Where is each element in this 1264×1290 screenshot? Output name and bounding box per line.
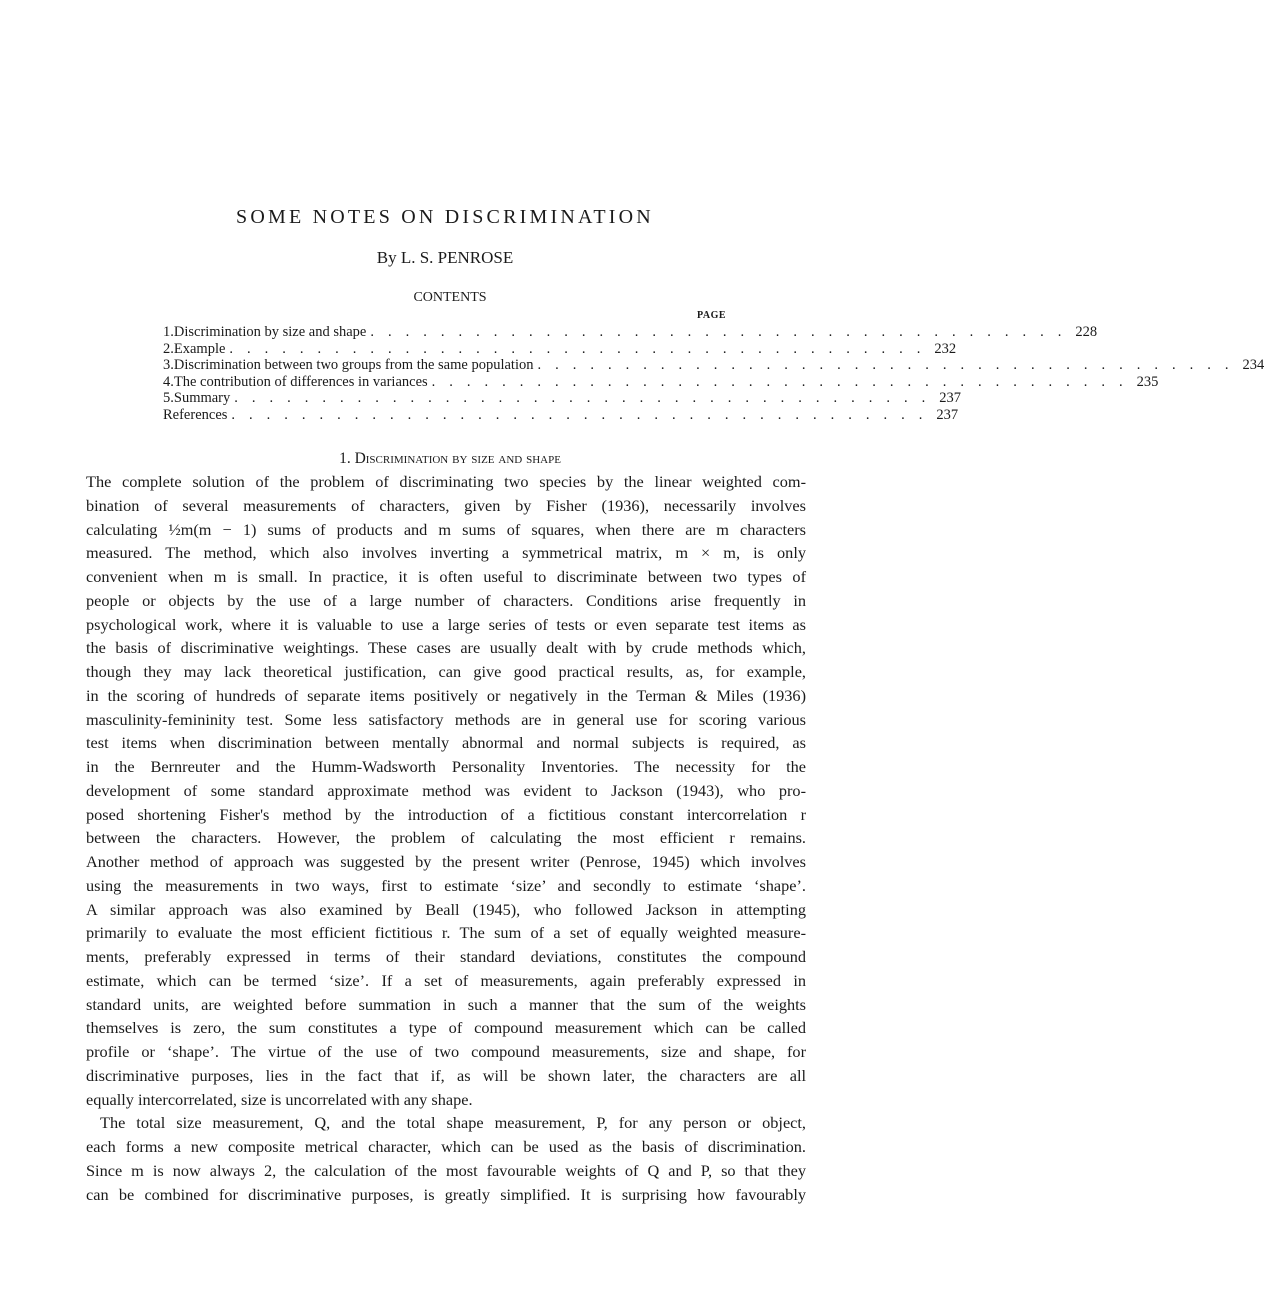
paragraph-1-line: psychological work, where it is valuable to use a large series of tests or even separate test items as	[86, 614, 806, 634]
paragraph-1-line: posed shortening Fisher's method by the introduction of a fictitious constant intercorrelation r	[86, 804, 806, 824]
paragraph-1-line: themselves is zero, the sum constitutes a type of compound measurement which can be called	[86, 1018, 806, 1038]
toc-label: The contribution of differences in variances	[173, 373, 428, 390]
paragraph-1-line: measured. The method, which also involves inverting a symmetrical matrix, m × m, is only	[86, 543, 806, 563]
toc-page-number: 232	[934, 340, 957, 357]
table-of-contents	[163, 324, 1264, 423]
toc-page-number: 228	[1075, 324, 1098, 340]
body-text	[86, 470, 806, 1206]
toc-label: Summary	[173, 390, 231, 406]
paragraph-1-line: using the measurements in two ways, first to estimate ‘size’ and secondly to estimate ‘shape’.	[86, 875, 806, 895]
paragraph-1-line: in the Bernreuter and the Humm-Wadsworth Personality Inventories. The necessity for the	[86, 757, 806, 776]
paragraph-1-line: profile or ‘shape’. The virtue of the use of two compound measurements, size and shape, for	[86, 1042, 806, 1061]
paragraph-1-line: development of some standard approximate method was evident to Jackson (1943), who pro-	[86, 780, 806, 800]
paragraph-1-line: A similar approach was also examined by Beall (1945), who followed Jackson in attempting	[86, 899, 806, 919]
paragraph-1-line: calculating ½m(m − 1) sums of products and m sums of squares, when there are m characters	[86, 519, 806, 539]
paragraph-1-line: the basis of discriminative weightings. These cases are usually dealt with by crude methods which,	[86, 638, 806, 658]
paragraph-1-line: people or objects by the use of a large number of characters. Conditions arise frequently in	[86, 590, 806, 610]
toc-entry	[163, 324, 1098, 341]
paragraph-2-line: each forms a new composite metrical character, which can be used as the basis of discrimination.	[86, 1137, 806, 1156]
paragraph-1-line: convenient when m is small. In practice, it is often useful to discriminate between two types of	[86, 567, 806, 586]
toc-entry	[163, 373, 1159, 391]
paragraph-1-line: test items when discrimination between mentally abnormal and normal subjects is required, as	[86, 733, 806, 753]
paragraph-1-line: ments, preferably expressed in terms of their standard deviations, constitutes the compound	[86, 947, 806, 966]
paragraph-2-line: The total size measurement, Q, and the total shape measurement, P, for any person or object,	[100, 1113, 806, 1133]
toc-number: 1.	[163, 324, 174, 340]
toc-entry	[163, 340, 957, 358]
toc-leader-dots: ........................................	[229, 340, 935, 357]
paragraph-2-line: can be combined for discriminative purposes, is greatly simplified. It is surprising how favourably	[86, 1184, 806, 1204]
toc-entry	[163, 357, 1264, 374]
toc-number: 2.	[163, 340, 174, 357]
toc-page-number: 237	[939, 390, 962, 406]
paper-author: By L. S. PENROSE	[376, 248, 514, 267]
paragraph-1-line: standard units, are weighted before summation in such a manner that the sum of the weights	[86, 994, 806, 1014]
contents-page-label: PAGE	[697, 310, 727, 321]
toc-number: 4.	[163, 373, 174, 390]
toc-label: Example	[173, 340, 226, 357]
contents-heading: CONTENTS	[413, 290, 487, 305]
paragraph-1-line: The complete solution of the problem of discriminating two species by the linear weighted com-	[86, 472, 806, 491]
toc-label: References	[163, 406, 228, 423]
toc-entry	[163, 406, 959, 424]
paragraph-1-line: bination of several measurements of characters, given by Fisher (1936), necessarily involves	[86, 495, 806, 515]
toc-leader-dots: ........................................	[234, 390, 940, 406]
toc-page-number: 235	[1136, 373, 1159, 390]
paragraph-1-line: Another method of approach was suggested by the present writer (Penrose, 1945) which involves	[86, 852, 806, 871]
paragraph-1-line: between the characters. However, the problem of calculating the most efficient r remains.	[86, 828, 806, 848]
toc-page-number: 234	[1242, 357, 1264, 373]
paragraph-2-line: Since m is now always 2, the calculation of the most favourable weights of Q and P, so that they	[86, 1160, 806, 1180]
paragraph-1-line: though they may lack theoretical justification, can give good practical results, as, for example,	[86, 662, 806, 681]
toc-entry	[163, 390, 962, 407]
toc-leader-dots: ........................................	[431, 373, 1137, 390]
toc-leader-dots: ........................................	[231, 406, 937, 423]
paper-title: SOME NOTES ON DISCRIMINATION	[236, 206, 654, 228]
paragraph-1-line: equally intercorrelated, size is uncorrelated with any shape.	[86, 1089, 473, 1109]
paragraph-1-line: masculinity-femininity test. Some less satisfactory methods are in general use for scoring various	[86, 709, 806, 729]
paragraph-1-line: estimate, which can be termed ‘size’. If a set of measurements, again preferably expressed in	[86, 970, 806, 990]
toc-leader-dots: ........................................	[537, 357, 1243, 373]
paragraph-1-line: discriminative purposes, lies in the fact that if, as will be shown later, the characters are all	[86, 1065, 806, 1085]
toc-label: Discrimination by size and shape	[173, 324, 367, 340]
toc-label: Discrimination between two groups from the same population	[173, 357, 534, 373]
toc-leader-dots: ........................................	[370, 324, 1076, 340]
toc-page-number: 237	[936, 406, 959, 423]
section-heading: 1. Discrimination by size and shape	[339, 450, 561, 467]
paragraph-1-line: primarily to evaluate the most efficient fictitious r. The sum of a set of equally weighted measure-	[86, 923, 806, 943]
toc-number: 5.	[163, 390, 174, 406]
toc-number: 3.	[163, 357, 174, 373]
paragraph-1-line: in the scoring of hundreds of separate items positively or negatively in the Terman & Miles (1936)	[86, 685, 806, 705]
